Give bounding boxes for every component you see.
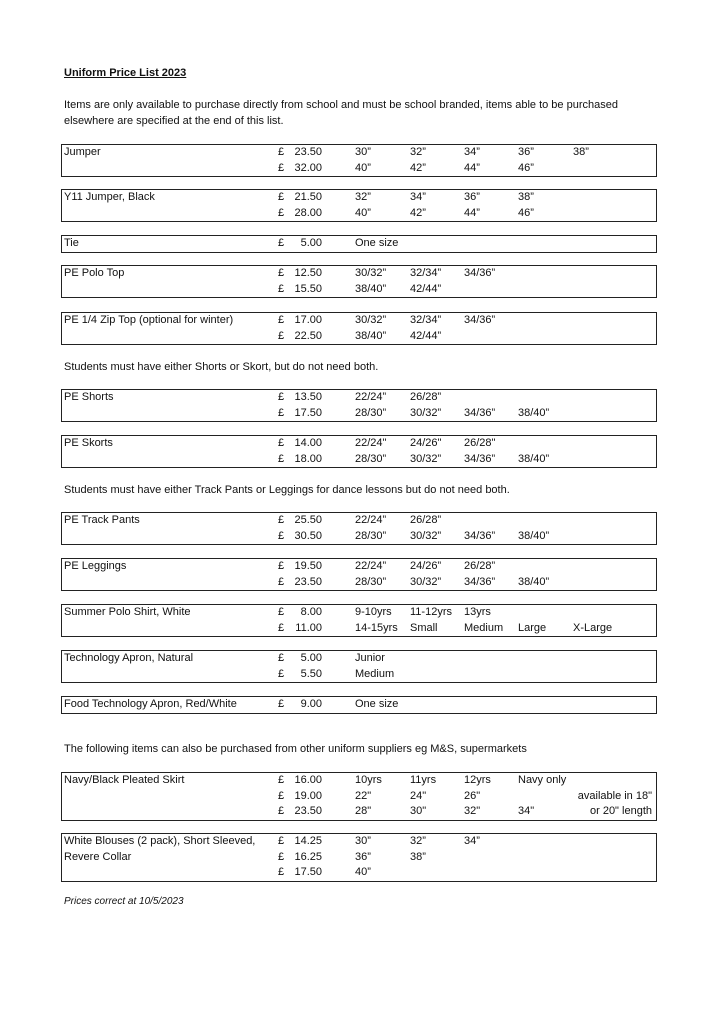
size-option: 30/32”	[355, 267, 387, 279]
currency-symbol: £	[278, 850, 285, 863]
size-option: 38/40”	[355, 282, 387, 295]
size-option: Junior	[355, 652, 385, 664]
table-row	[62, 789, 656, 805]
prices-correct-footer: Prices correct at 10/5/2023	[64, 896, 184, 907]
note-shorts-skort: Students must have either Shorts or Skort, but do not need both.	[64, 361, 379, 373]
size-option: 32”	[410, 146, 426, 158]
item-price: 17.50	[294, 406, 322, 419]
table-row	[62, 773, 656, 789]
item-name: Navy/Black Pleated Skirt	[64, 774, 185, 786]
size-option: 32/34”	[410, 267, 442, 279]
size-option: 14-15yrs	[355, 621, 398, 634]
currency-symbol: £	[278, 621, 285, 634]
size-option: 34/36”	[464, 575, 496, 588]
size-option: 30”	[355, 146, 371, 158]
table-row	[62, 697, 656, 713]
size-option: 34/36”	[464, 267, 496, 279]
currency-symbol: £	[278, 329, 285, 342]
size-option: 34"	[518, 805, 535, 817]
currency-symbol: £	[278, 698, 285, 710]
currency-symbol: £	[278, 452, 285, 465]
table-row	[62, 206, 656, 222]
item-price: 25.50	[294, 514, 322, 526]
size-option: 34/36”	[464, 529, 496, 542]
size-option: Large	[518, 621, 547, 634]
size-option: 26/28”	[410, 391, 442, 403]
currency-symbol: £	[278, 835, 285, 847]
currency-symbol: £	[278, 237, 285, 249]
size-option: 26/28”	[410, 514, 442, 526]
table-row	[62, 390, 656, 406]
table-row	[62, 834, 656, 850]
size-option: 28/30”	[355, 452, 387, 465]
size-option: 28/30”	[355, 529, 387, 542]
currency-symbol: £	[278, 314, 285, 326]
item-price: 8.00	[300, 606, 322, 618]
table-row	[62, 436, 656, 452]
size-option: 28/30”	[355, 575, 387, 588]
item-price: 30.50	[294, 529, 322, 542]
size-option: 22/24"	[355, 437, 387, 449]
item-price: 18.00	[294, 452, 322, 465]
currency-symbol: £	[278, 805, 285, 817]
table-row	[62, 621, 656, 637]
item-price: 11.00	[295, 621, 322, 634]
item-name: PE 1/4 Zip Top (optional for winter)	[64, 314, 234, 326]
size-option: 22"	[355, 789, 372, 802]
size-option: 24/26”	[410, 560, 442, 572]
item-price: 23.50	[294, 575, 322, 588]
item-block	[61, 389, 657, 422]
currency-symbol: £	[278, 774, 285, 786]
item-name: Summer Polo Shirt, White	[64, 606, 191, 618]
table-row	[62, 850, 656, 866]
item-price: 9.00	[300, 698, 322, 710]
item-name: PE Leggings	[64, 560, 127, 572]
item-block	[61, 312, 657, 345]
item-name: Y11 Jumper, Black	[64, 191, 155, 203]
currency-symbol: £	[278, 437, 285, 449]
size-option: 26"	[464, 789, 481, 802]
table-row	[62, 667, 656, 683]
size-option: 44”	[464, 161, 480, 174]
size-option: 28"	[355, 805, 372, 817]
size-option: Navy only	[518, 774, 567, 786]
item-price: 5.00	[300, 237, 322, 249]
size-option: 34”	[464, 835, 480, 847]
size-option: 13yrs	[464, 606, 491, 618]
size-option: 12yrs	[464, 774, 491, 786]
table-row	[62, 651, 656, 667]
item-price: 19.50	[294, 560, 322, 572]
item-name: Jumper	[64, 146, 101, 158]
currency-symbol: £	[278, 560, 285, 572]
item-block	[61, 265, 657, 298]
currency-symbol: £	[278, 652, 285, 664]
table-row	[62, 236, 656, 252]
size-option: 22/24”	[355, 391, 387, 403]
item-name: Tie	[64, 237, 79, 249]
length-note: or 20" length	[589, 805, 652, 817]
item-price: 32.00	[294, 161, 322, 174]
size-option: 34/36”	[464, 452, 496, 465]
size-option: Medium	[464, 621, 504, 634]
note-trackpants-leggings: Students must have either Track Pants or Leggings for dance lessons but do not need both.	[64, 484, 510, 496]
size-option: 34/36”	[464, 314, 496, 326]
currency-symbol: £	[278, 406, 285, 419]
currency-symbol: £	[278, 282, 285, 295]
item-name: PE Skorts	[64, 437, 113, 449]
size-option: 34”	[464, 146, 480, 158]
page-title: Uniform Price List 2023	[64, 67, 187, 79]
item-name: Technology Apron, Natural	[64, 652, 194, 664]
size-option: 22/24”	[355, 560, 387, 572]
size-option: Medium	[355, 667, 395, 680]
size-option: 11yrs	[410, 774, 437, 786]
table-row	[62, 865, 656, 881]
table-row	[62, 329, 656, 345]
size-option: 38”	[573, 146, 589, 158]
table-row	[62, 282, 656, 298]
currency-symbol: £	[278, 391, 285, 403]
table-row	[62, 190, 656, 206]
table-row	[62, 559, 656, 575]
size-option: 32"	[464, 805, 481, 817]
size-option: 36”	[518, 146, 534, 158]
item-price: 16.25	[294, 850, 322, 863]
size-option: 30/32”	[410, 529, 442, 542]
table-row	[62, 575, 656, 591]
size-option: 42”	[410, 206, 426, 219]
table-row	[62, 804, 656, 820]
size-option: 26/28"	[464, 437, 496, 449]
size-option: 34/36”	[464, 406, 496, 419]
size-option: One size	[355, 237, 399, 249]
table-row	[62, 145, 656, 161]
table-row	[62, 313, 656, 329]
currency-symbol: £	[278, 146, 285, 158]
size-option: 32/34”	[410, 314, 442, 326]
table-row	[62, 529, 656, 545]
size-option: One size	[355, 698, 399, 710]
item-name: Food Technology Apron, Red/White	[64, 698, 237, 710]
size-option: 38”	[410, 850, 426, 863]
size-option: 42/44”	[410, 329, 442, 342]
item-block	[61, 650, 657, 683]
size-option: 9-10yrs	[355, 606, 392, 618]
size-option: 40”	[355, 206, 371, 219]
item-block	[61, 833, 657, 882]
size-option: 34”	[410, 191, 426, 203]
item-price: 22.50	[294, 329, 322, 342]
intro-paragraph: Items are only available to purchase directly from school and must be school branded, items able to be purchased elsewhere are specified at the end of this list.	[64, 99, 618, 127]
item-price: 23.50	[294, 805, 322, 817]
currency-symbol: £	[278, 606, 285, 618]
size-option: 10yrs	[355, 774, 382, 786]
item-price: 14.00	[294, 437, 322, 449]
currency-symbol: £	[278, 529, 285, 542]
length-note: available in 18"	[577, 789, 652, 802]
item-block	[61, 435, 657, 468]
size-option: 11-12yrs	[410, 606, 452, 618]
size-option: 46”	[518, 206, 534, 219]
size-option: Small	[410, 621, 438, 634]
note-other-suppliers: The following items can also be purchased from other uniform suppliers eg M&S, supermarkets	[64, 743, 527, 755]
size-option: 38/40”	[355, 329, 387, 342]
size-option: 42”	[410, 161, 426, 174]
size-option: 36”	[464, 191, 480, 203]
size-option: 38/40”	[518, 529, 550, 542]
currency-symbol: £	[278, 161, 285, 174]
size-option: 22/24”	[355, 514, 387, 526]
item-price: 5.50	[300, 667, 322, 680]
table-row	[62, 266, 656, 282]
currency-symbol: £	[278, 191, 285, 203]
currency-symbol: £	[278, 789, 285, 802]
item-price: 17.00	[294, 314, 322, 326]
item-price: 23.50	[294, 146, 322, 158]
currency-symbol: £	[278, 866, 285, 878]
item-price: 16.00	[294, 774, 322, 786]
size-option: 38”	[518, 191, 534, 203]
size-option: 40”	[355, 161, 371, 174]
size-option: 46”	[518, 161, 534, 174]
size-option: 30/32”	[410, 406, 442, 419]
size-option: 38/40”	[518, 452, 550, 465]
size-option: 26/28”	[464, 560, 496, 572]
item-price: 19.00	[294, 789, 322, 802]
item-name: White Blouses (2 pack), Short Sleeved,	[64, 835, 256, 847]
table-row	[62, 406, 656, 422]
item-name: PE Shorts	[64, 391, 114, 403]
item-block	[61, 696, 657, 714]
currency-symbol: £	[278, 206, 285, 219]
table-row	[62, 513, 656, 529]
table-row	[62, 452, 656, 468]
item-block	[61, 772, 657, 821]
table-row	[62, 161, 656, 177]
size-option: 32”	[355, 191, 371, 203]
currency-symbol: £	[278, 267, 285, 279]
size-option: 24"	[410, 789, 427, 802]
item-block	[61, 144, 657, 177]
size-option: 24/26"	[410, 437, 442, 449]
item-block	[61, 604, 657, 637]
size-option: X-Large	[573, 621, 613, 634]
size-option: 38/40”	[518, 575, 550, 588]
currency-symbol: £	[278, 667, 285, 680]
size-option: 30/32”	[355, 314, 387, 326]
item-block	[61, 189, 657, 222]
size-option: 38/40”	[518, 406, 550, 419]
item-price: 12.50	[294, 267, 322, 279]
item-price: 13.50	[294, 391, 322, 403]
item-price: 14.25	[294, 835, 322, 847]
item-price: 28.00	[294, 206, 322, 219]
item-name: PE Polo Top	[64, 267, 125, 279]
size-option: 28/30”	[355, 406, 387, 419]
size-option: 32”	[410, 835, 426, 847]
currency-symbol: £	[278, 575, 285, 588]
item-price: 15.50	[294, 282, 322, 295]
size-option: 40”	[355, 866, 371, 878]
item-price: 17.50	[294, 866, 322, 878]
size-option: 44”	[464, 206, 480, 219]
item-price: 5.00	[300, 652, 322, 664]
item-block	[61, 512, 657, 545]
size-option: 42/44”	[410, 282, 442, 295]
size-option: 30/32”	[410, 452, 442, 465]
item-price: 21.50	[294, 191, 322, 203]
item-name: PE Track Pants	[64, 514, 140, 526]
currency-symbol: £	[278, 514, 285, 526]
size-option: 30"	[410, 805, 427, 817]
size-option: 36”	[355, 850, 371, 863]
item-block	[61, 558, 657, 591]
item-block	[61, 235, 657, 253]
item-name: Revere Collar	[64, 850, 132, 863]
table-row	[62, 605, 656, 621]
size-option: 30”	[355, 835, 371, 847]
size-option: 30/32”	[410, 575, 442, 588]
